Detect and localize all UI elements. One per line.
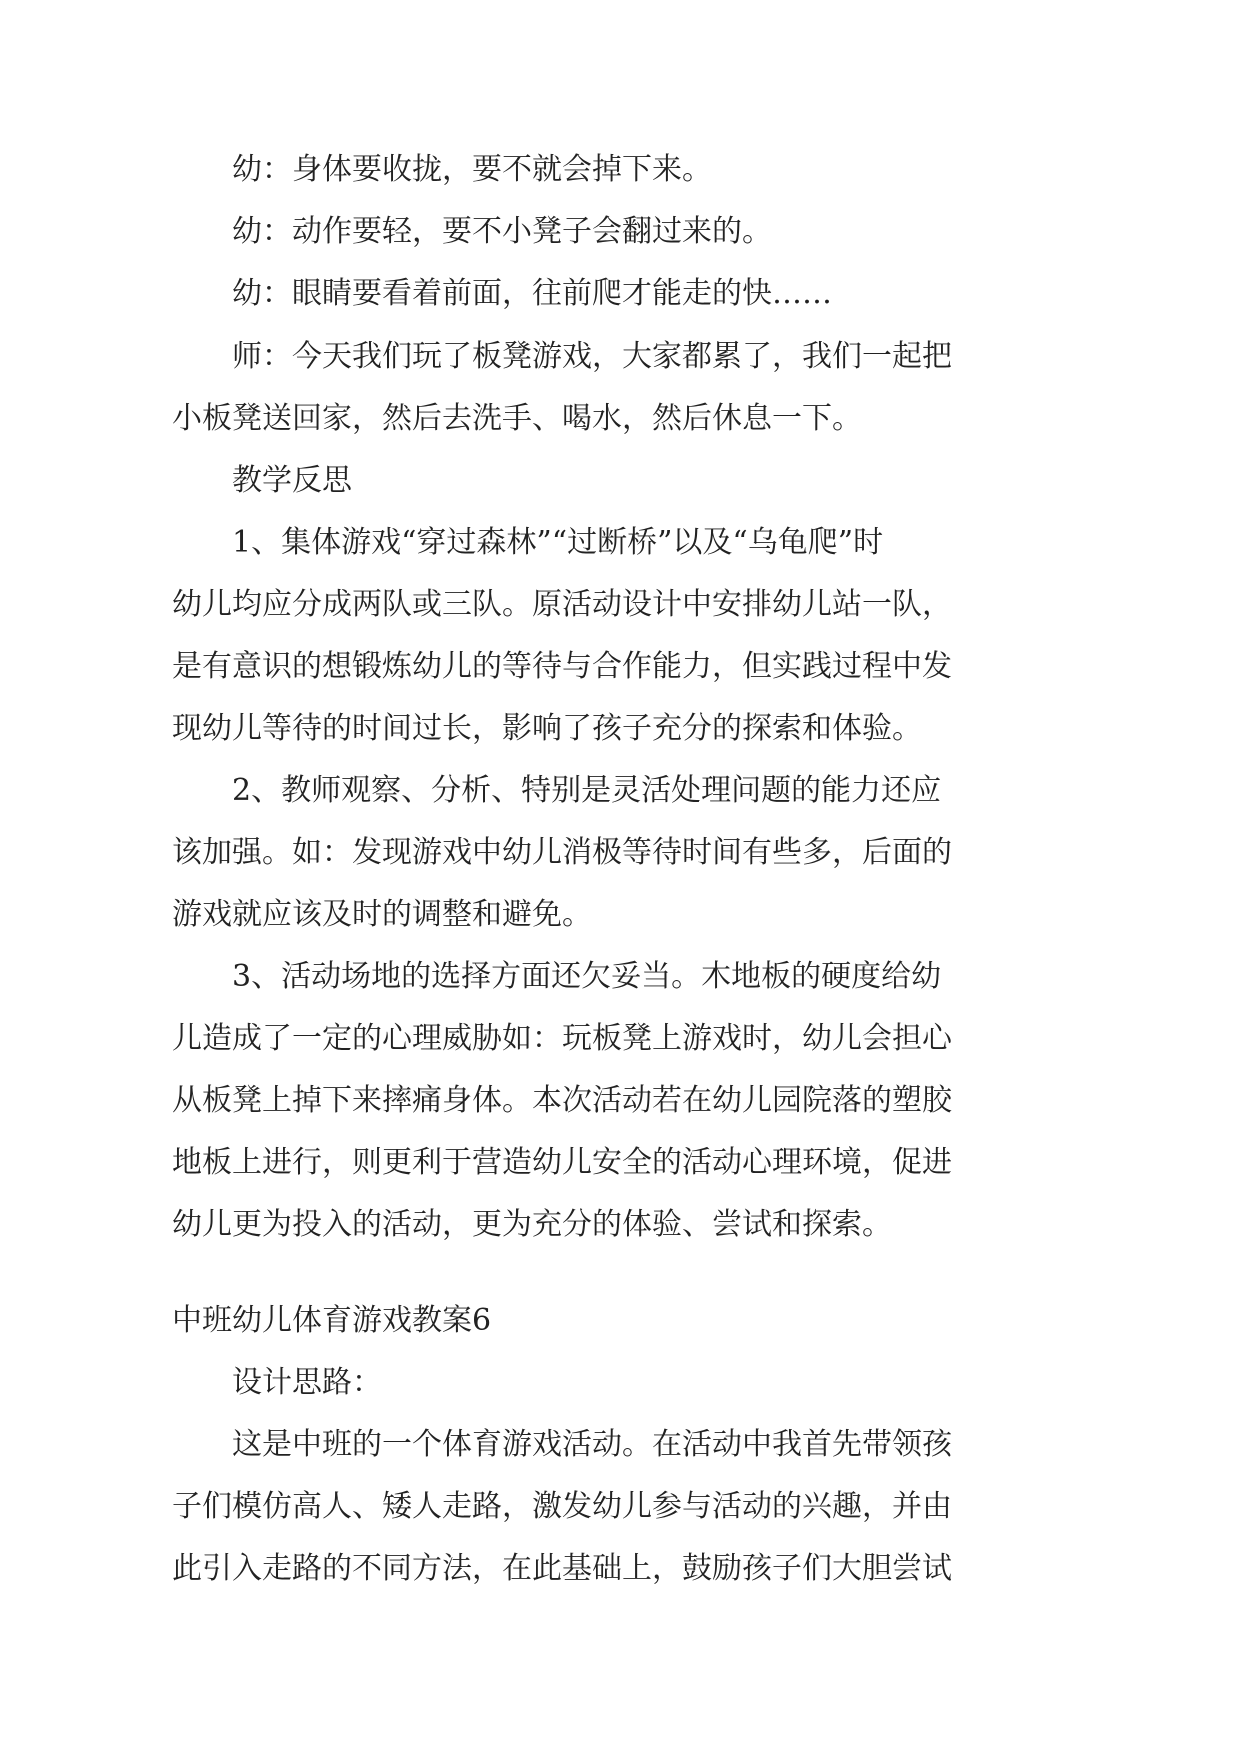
text-line: 师：今天我们玩了板凳游戏，大家都累了，我们一起把: [232, 339, 952, 374]
section-heading: 设计思路：: [232, 1365, 382, 1400]
section-heading: 教学反思: [232, 463, 352, 498]
text-line: 幼儿均应分成两队或三队。原活动设计中安排幼儿站一队，: [172, 587, 952, 622]
text-line: 小板凳送回家，然后去洗手、喝水，然后休息一下。: [172, 401, 862, 436]
text-line: 儿造成了一定的心理威胁如：玩板凳上游戏时，幼儿会担心: [172, 1021, 952, 1056]
text-line: 2、教师观察、分析、特别是灵活处理问题的能力还应: [232, 773, 942, 808]
text-line: 是有意识的想锻炼幼儿的等待与合作能力，但实践过程中发: [172, 649, 952, 684]
text-line: 此引入走路的不同方法，在此基础上，鼓励孩子们大胆尝试: [172, 1551, 952, 1586]
text-line: 子们模仿高人、矮人走路，激发幼儿参与活动的兴趣，并由: [172, 1489, 952, 1524]
text-line: 游戏就应该及时的调整和避免。: [172, 897, 592, 932]
text-line: 这是中班的一个体育游戏活动。在活动中我首先带领孩: [232, 1427, 952, 1462]
text-line: 幼：动作要轻，要不小凳子会翻过来的。: [232, 214, 772, 249]
text-line: 1、集体游戏“穿过森林”“过断桥”以及“乌龟爬”时: [232, 525, 884, 560]
text-line: 该加强。如：发现游戏中幼儿消极等待时间有些多，后面的: [172, 835, 952, 870]
text-line: 从板凳上掉下来摔痛身体。本次活动若在幼儿园院落的塑胶: [172, 1083, 952, 1118]
document-title: 中班幼儿体育游戏教案6: [172, 1303, 492, 1338]
text-line: 幼：身体要收拢，要不就会掉下来。: [232, 152, 712, 187]
text-line: 现幼儿等待的时间过长，影响了孩子充分的探索和体验。: [172, 711, 922, 746]
text-line: 幼：眼睛要看着前面，往前爬才能走的快……: [232, 276, 832, 311]
text-line: 幼儿更为投入的活动，更为充分的体验、尝试和探索。: [172, 1207, 892, 1242]
text-line: 地板上进行，则更利于营造幼儿安全的活动心理环境，促进: [172, 1145, 952, 1180]
text-line: 3、活动场地的选择方面还欠妥当。木地板的硬度给幼: [232, 959, 942, 994]
